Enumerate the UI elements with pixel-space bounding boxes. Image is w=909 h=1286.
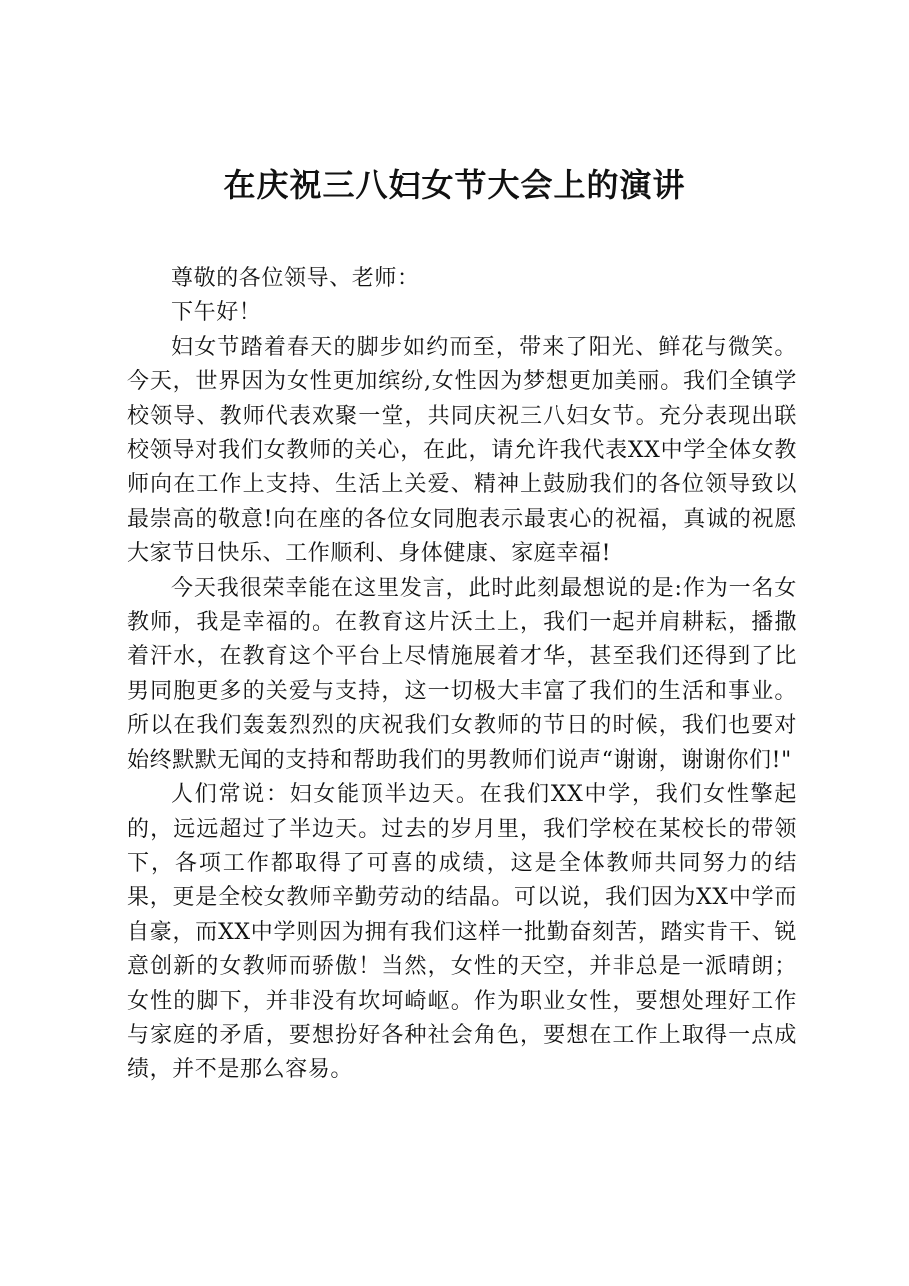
greeting-line: 尊敬的各位领导、老师：	[171, 266, 420, 291]
paragraph-3: 人们常说：妇女能顶半边天。在我们XX中学，我们女性擎起的，远远超过了半边天。过去的岁月里，我们学校在某校长的带领下，各项工作都取得了可喜的成绩，这是全体教师共同努力的结果，更是全校女教师辛勤劳动的结晶。可以说，我们因为XX中学而自豪，而XX中学则因为拥有我们这样一批勤奋刻苦，踏实肯干、锐意创新的女教师而骄傲！当然，女性的天空，并非总是一派晴朗；女性的脚下，并非没有坎坷崎岖。作为职业女性，要想处理好工作与家庭的矛盾，要想扮好各种社会角色，要想在工作上取得一点成绩，并不是那么容易。	[127, 782, 797, 1083]
salutation-line: 下午好！	[171, 300, 262, 326]
paragraph-2: 今天我很荣幸能在这里发言，此时此刻最想说的是:作为一名女教师，我是幸福的。在教育这片沃土上，我们一起并肩耕耘，播撒着汗水，在教育这个平台上尽情施展着才华，甚至我们还得到了比男同胞更多的关爱与支持，这一切极大丰富了我们的生活和事业。所以在我们轰轰烈烈的庆祝我们女教师的节日的时候，我们也要对始终默默无闻的支持和帮助我们的男教师们说声“谢谢，谢谢你们!"	[127, 575, 797, 773]
document-title: 在庆祝三八妇女节大会上的演讲	[223, 166, 686, 204]
paragraph-1: 妇女节踏着春天的脚步如约而至，带来了阳光、鲜花与微笑。今天，世界因为女性更加缤纷,女性因为梦想更加美丽。我们全镇学校领导、教师代表欢聚一堂，共同庆祝三八妇女节。充分表现出联校领导对我们女教师的关心，在此，请允许我代表XX中学全体女教师向在工作上支持、生活上关爱、精神上鼓励我们的各位领导致以最崇高的敬意!向在座的各位女同胞表示最衷心的祝福，真诚的祝愿大家节日快乐、工作顺利、身体健康、家庭幸福!	[127, 334, 797, 567]
document-body	[127, 262, 797, 1088]
